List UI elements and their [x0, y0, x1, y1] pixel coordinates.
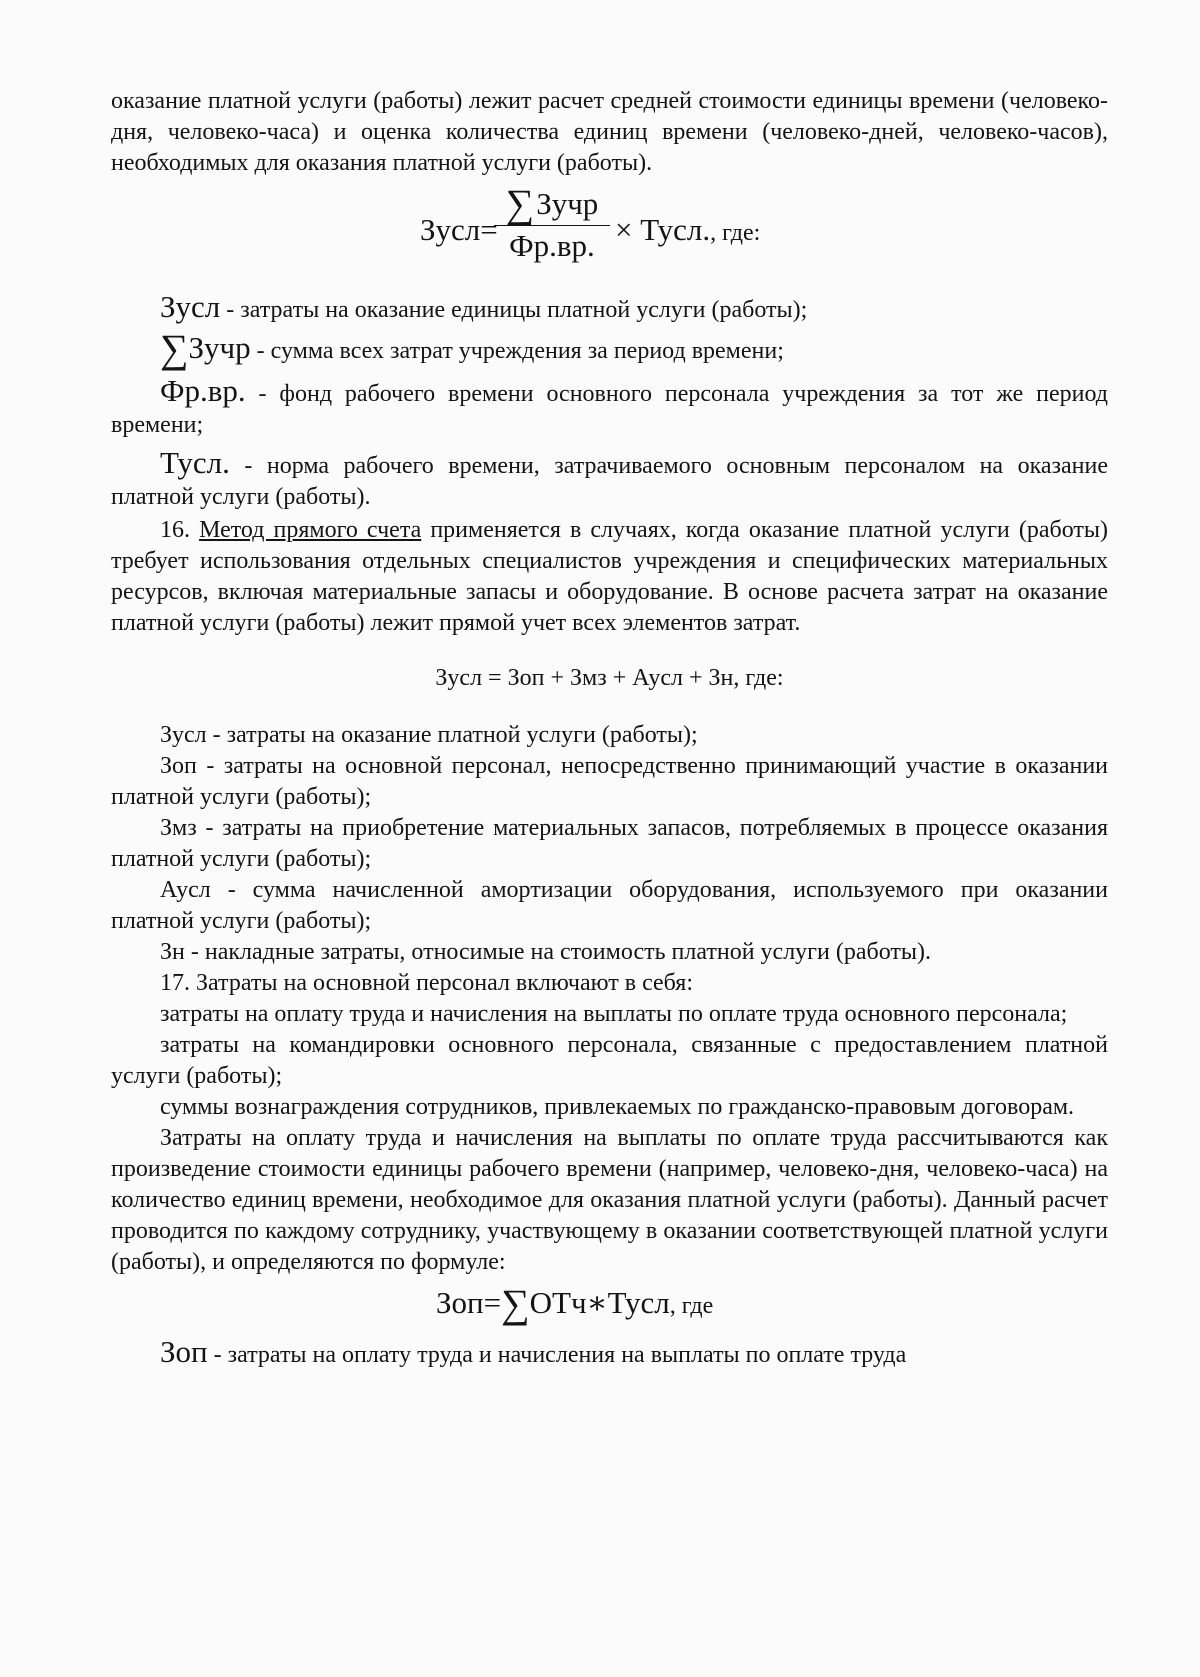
definition-symbol: Зусл: [160, 289, 221, 324]
definition-zop-labor: [111, 1336, 1108, 1371]
definition-symbol: Зучр: [188, 330, 251, 365]
definition-tusl: [111, 447, 1108, 513]
definition-ausl: Аусл - сумма начисленной амортизации оборудования, используемого при оказании платной услуги (работы);: [111, 877, 1108, 934]
formula-lhs: Зусл=: [420, 212, 498, 247]
formula-where: , где: [669, 1293, 714, 1319]
paragraph-number: 16.: [160, 517, 200, 543]
sigma-symbol: ∑: [505, 181, 535, 226]
definition-text: - норма рабочего времени, затрачиваемого основным персоналом на оказание платной услуги (работы).: [111, 453, 1108, 510]
term-direct-count-method: Метод прямого счета: [199, 517, 422, 543]
formula-lhs: Зоп=: [436, 1285, 502, 1320]
definition-text: - затраты на оказание единицы платной услуги (работы);: [220, 297, 808, 323]
formula-numerator: [494, 181, 610, 226]
definition-text: - затраты на оплату труда и начисления на выплаты по оплате труда: [207, 1342, 907, 1368]
formula-expression: [436, 1280, 713, 1327]
list-item: суммы вознаграждения сотрудников, привлекаемых по гражданско-правовым договорам.: [160, 1094, 1075, 1120]
paragraph-labor-costs: Затраты на оплату труда и начисления на выплаты по оплате труда рассчитываются как произведение стоимости единицы рабочего времени (например, человеко-дня, человеко-часа) на количество единиц времени, необходимое для оказания платной услуги (работы). Данный расчет проводится по каждому сотруднику, участвующему в оказании соответствующей платной услуги (работы), и определяются по формуле:: [111, 1125, 1108, 1275]
paragraph-text: применяется в случаях, когда оказание платной услуги (работы) требует использования отдельных специалистов учреждения и специфических материальных ресурсов, включая материальные запасы и оборудование. В основе расчета затрат на оказание платной услуги (работы) лежит прямой учет всех элементов затрат.: [111, 517, 1108, 636]
definition-zusl: [111, 291, 1108, 326]
paragraph-intro: оказание платной услуги (работы) лежит расчет средней стоимости единицы времени (человеко-дня, человеко-часа) и оценка количества единиц времени (человеко-дней, человеко-часов), необходимых для оказания платной услуги (работы).: [111, 88, 1108, 176]
formula-fraction: [494, 181, 610, 266]
formula-personnel-cost: [111, 1278, 1108, 1326]
formula-multiplier: [615, 212, 760, 248]
formula-total-cost: Зусл = Зоп + Змз + Аусл + Зн, где:: [435, 665, 784, 691]
formula-multiplier-text: × Тусл.: [615, 212, 711, 247]
formula-numerator-text: Зучр: [536, 186, 599, 221]
definition-zop: Зоп - затраты на основной персонал, непосредственно принимающий участие в оказании платной услуги (работы);: [111, 753, 1108, 810]
formula-denominator: Фр.вр.: [509, 228, 595, 263]
definition-zuchr: [111, 326, 1108, 371]
definition-symbol: Тусл.: [160, 445, 230, 480]
paragraph-16: [111, 515, 1108, 639]
formula-where: , где:: [710, 220, 761, 246]
definition-symbol: Зоп: [160, 1334, 208, 1369]
sigma-symbol: ∑: [160, 326, 189, 371]
list-item: затраты на оплату труда и начисления на выплаты по оплате труда основного персонала;: [160, 1001, 1068, 1027]
definition-symbol: Фр.вр.: [160, 373, 246, 408]
paragraph-17: 17. Затраты на основной персонал включают в себя:: [160, 970, 693, 996]
sigma-symbol: ∑: [501, 1281, 530, 1326]
definition-text: - сумма всех затрат учреждения за период времени;: [250, 338, 784, 364]
definition-zusl-total: Зусл - затраты на оказание платной услуги (работы);: [160, 722, 698, 748]
list-item: затраты на командировки основного персонала, связанные с предоставлением платной услуги (работы);: [111, 1032, 1108, 1089]
definition-zmz: Змз - затраты на приобретение материальных запасов, потребляемых в процессе оказания платной услуги (работы);: [111, 815, 1108, 872]
definition-frvr: [111, 375, 1108, 441]
definition-text: - фонд рабочего времени основного персонала учреждения за тот же период времени;: [111, 381, 1108, 438]
definition-zn: Зн - накладные затраты, относимые на стоимость платной услуги (работы).: [160, 939, 932, 965]
formula-rhs: ОТч∗Тусл: [529, 1285, 670, 1320]
formula-cost-per-service: [111, 181, 1108, 281]
